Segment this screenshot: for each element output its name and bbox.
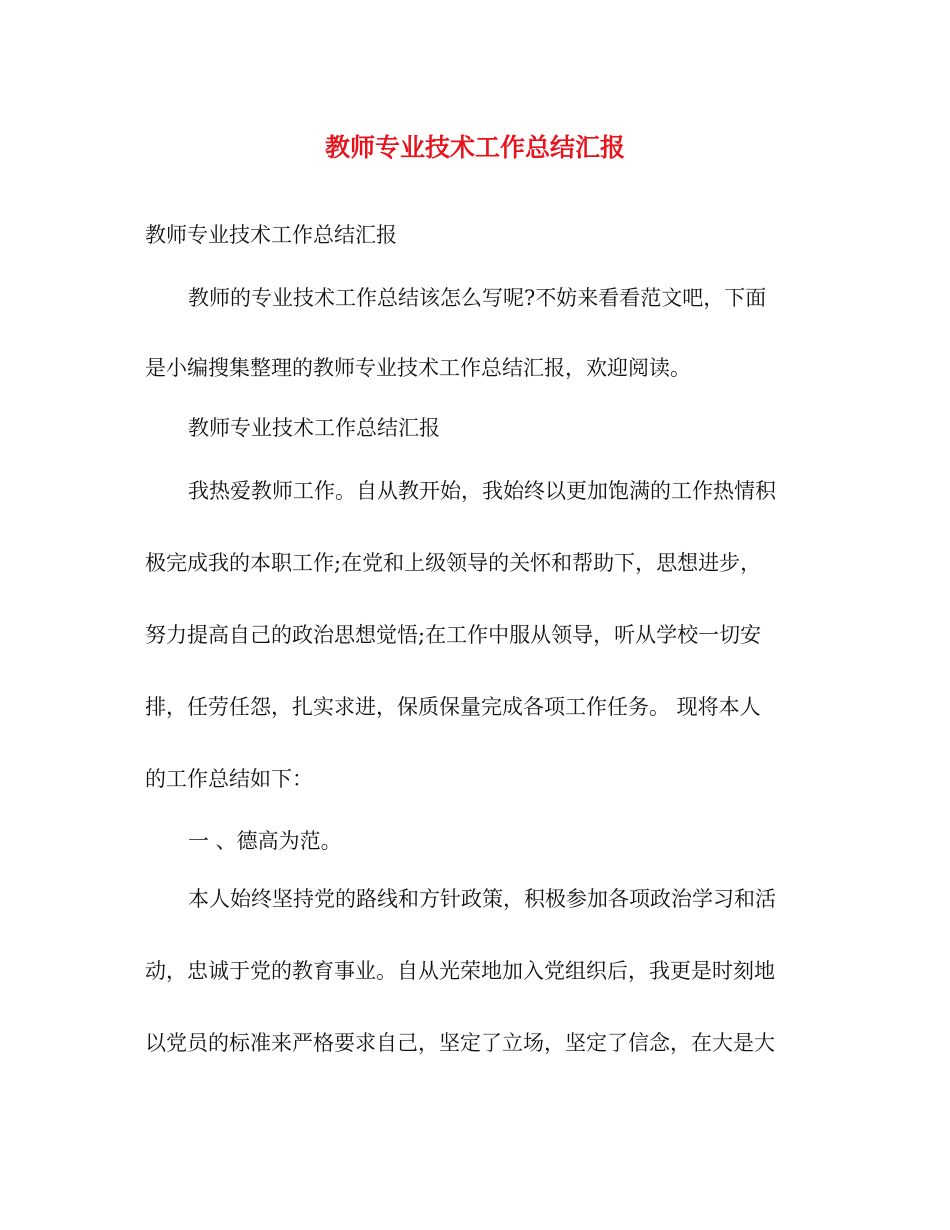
paragraph-1-line-2: 极完成我的本职工作;在党和上级领导的关怀和帮助下，思想进步， bbox=[145, 551, 762, 575]
document-title: 教师专业技术工作总结汇报 bbox=[324, 133, 625, 162]
paragraph-1-line-5: 的工作总结如下： bbox=[145, 767, 313, 791]
intro-line-2: 是小编搜集整理的教师专业技术工作总结汇报，欢迎阅读。 bbox=[145, 356, 691, 380]
paragraph-2-line-1: 本人始终坚持党的路线和方针政策，积极参加各项政治学习和活 bbox=[188, 887, 776, 911]
section-heading: 教师专业技术工作总结汇报 bbox=[188, 416, 440, 440]
paragraph-2-line-2: 动，忠诚于党的教育事业。自从光荣地加入党组织后，我更是时刻地 bbox=[145, 959, 775, 983]
point-one-heading: 一 、德高为范。 bbox=[188, 829, 342, 853]
paragraph-1-line-3: 努力提高自己的政治思想觉悟;在工作中服从领导，听从学校一切安 bbox=[145, 623, 762, 647]
paragraph-2-line-3: 以党员的标准来严格要求自己，坚定了立场，坚定了信念，在大是大 bbox=[145, 1031, 775, 1055]
intro-line-1: 教师的专业技术工作总结该怎么写呢?不妨来看看范文吧，下面 bbox=[188, 286, 767, 310]
subtitle-line: 教师专业技术工作总结汇报 bbox=[145, 223, 397, 247]
paragraph-1-line-4: 排，任劳任怨，扎实求进，保质保量完成各项工作任务。 现将本人 bbox=[145, 695, 761, 719]
paragraph-1-line-1: 我热爱教师工作。自从教开始，我始终以更加饱满的工作热情积 bbox=[188, 479, 776, 503]
